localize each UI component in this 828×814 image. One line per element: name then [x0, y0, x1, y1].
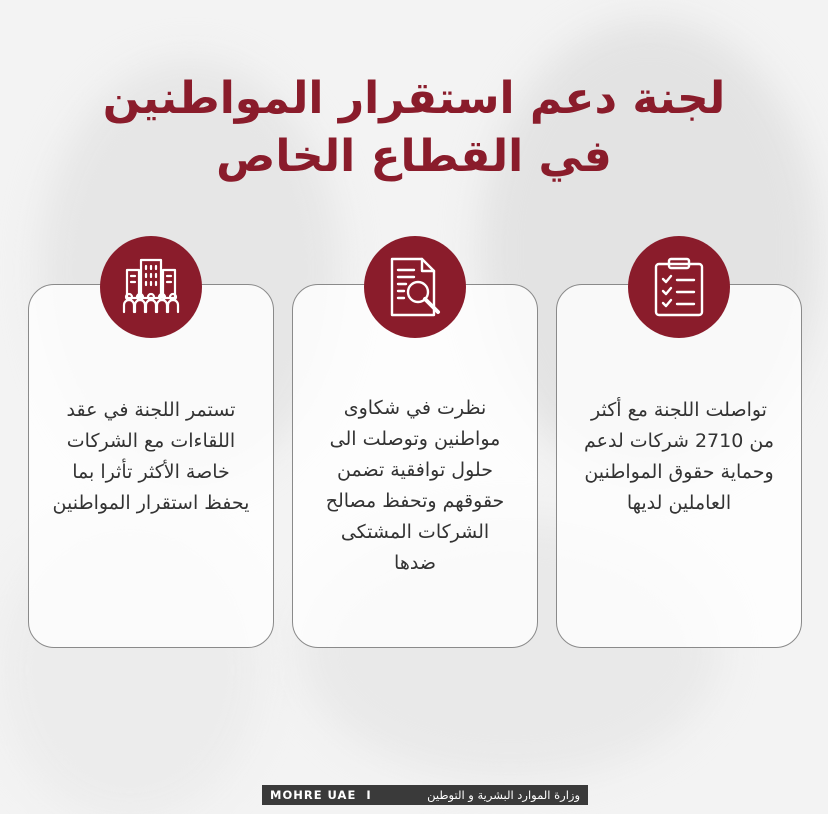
card-line: اللقاءات مع الشركات — [66, 430, 236, 452]
card-line: حلول توافقية تضمن — [337, 459, 493, 481]
footer-brand: MOHRE UAE I — [270, 788, 372, 802]
title-line-2: في القطاع الخاص — [216, 131, 612, 182]
info-card-meetings — [28, 284, 274, 648]
footer-bar — [262, 785, 588, 805]
card-line: تواصلت اللجنة مع أكثر — [591, 399, 767, 421]
card-line: تستمر اللجنة في عقد — [66, 399, 236, 421]
card-line: العاملين لديها — [626, 492, 732, 514]
card-text — [571, 395, 787, 519]
checklist-icon — [628, 236, 730, 338]
card-line: من 2710 شركات لدعم — [584, 430, 774, 452]
company-people-icon — [100, 236, 202, 338]
page-title — [0, 70, 828, 186]
info-card-complaints — [292, 284, 538, 648]
document-search-icon — [364, 236, 466, 338]
card-line: نظرت في شكاوى — [343, 397, 487, 419]
card-line: خاصة الأكثر تأثرا بما — [72, 461, 230, 483]
card-line: ضدها — [394, 552, 436, 574]
card-text — [307, 393, 523, 579]
footer-ministry: وزارة الموارد البشرية و التوطين — [427, 788, 580, 802]
card-line: الشركات المشتكى — [340, 521, 490, 543]
card-line: وحماية حقوق المواطنين — [584, 461, 774, 483]
card-line: مواطنين وتوصلت الى — [329, 428, 501, 450]
card-line: حقوقهم وتحفظ مصالح — [325, 490, 505, 512]
card-text — [43, 395, 259, 519]
info-card-outreach — [556, 284, 802, 648]
title-line-1: لجنة دعم استقرار المواطنين — [102, 73, 726, 124]
card-line: يحفظ استقرار المواطنين — [52, 492, 250, 514]
